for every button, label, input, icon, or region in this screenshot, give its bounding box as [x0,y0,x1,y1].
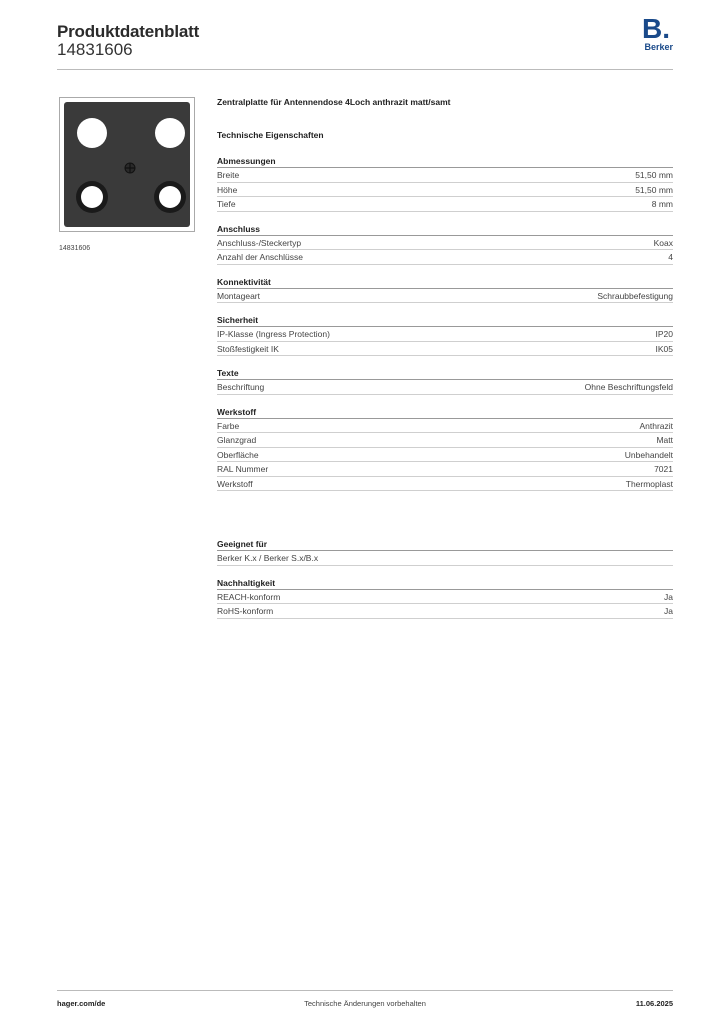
spec-row [217,250,673,265]
spec-value: Unbehandelt [624,449,673,460]
spec-value: Ja [664,606,673,616]
spec-value: IK05 [655,343,673,354]
spacer [217,491,673,527]
footer-divider [57,990,673,991]
spec-label: REACH-konform [217,591,281,602]
logo-word: Berker [644,42,673,52]
spec-label: Farbe [217,420,240,431]
spec-value: Matt [656,435,673,445]
group-title: Geeignet für [217,537,673,551]
spec-label: RAL Nummer [217,464,269,474]
spec-row [217,590,673,605]
group-title: Konnektivität [217,275,673,289]
spec-row [217,604,673,619]
spec-group [217,275,673,304]
spec-row [217,197,673,212]
spec-row [217,168,673,183]
spec-content [217,96,673,619]
spec-label: Glanzgrad [217,435,257,445]
spec-group [217,405,673,492]
spec-row [217,183,673,198]
spec-label: Anschluss-/Steckertyp [217,237,302,248]
spec-label: Werkstoff [217,478,253,489]
spec-label: IP-Klasse (Ingress Protection) [217,329,330,339]
spec-value: 51,50 mm [635,184,673,195]
spec-groups [217,154,673,491]
spec-value: 4 [668,252,673,262]
spec-label: Stoßfestigkeit IK [217,343,279,354]
group-title: Abmessungen [217,154,673,168]
footer-disclaimer: Technische Änderungen vorbehalten [304,999,426,1008]
spec-value: Anthrazit [639,420,673,431]
group-title: Texte [217,366,673,380]
product-plate-illustration [64,102,190,227]
logo-letter: B. [642,13,670,44]
spec-value: 51,50 mm [635,170,673,180]
spec-label: Beschriftung [217,382,265,392]
spec-group [217,222,673,265]
section-title: Technische Eigenschaften [217,130,324,140]
spec-label: RoHS-konform [217,606,274,616]
product-image [59,97,195,232]
spec-label: Oberfläche [217,449,259,460]
spec-row [217,236,673,251]
spec-value: Thermoplast [625,478,673,489]
group-title: Werkstoff [217,405,673,419]
page-header [57,13,673,70]
spec-group [217,154,673,212]
spec-value: 7021 [654,464,673,474]
spec-label: Berker K.x / Berker S.x/B.x [217,553,319,563]
berker-logo [637,13,673,56]
spec-value: Ohne Beschriftungsfeld [584,382,673,392]
group-title: Anschluss [217,222,673,236]
spec-label: Breite [217,170,240,180]
spec-row [217,551,673,566]
sustainability-group [217,576,673,619]
spec-value: 8 mm [651,199,673,209]
spec-label: Tiefe [217,199,236,209]
spec-group [217,576,673,619]
spec-value: Koax [653,237,673,248]
spec-row [217,380,673,395]
spec-row [217,419,673,434]
spec-value: Schraubbefestigung [597,290,673,301]
group-title: Nachhaltigkeit [217,576,673,590]
spec-row [217,289,673,304]
suitable-group [217,537,673,566]
footer-website-link[interactable]: hager.com/de [57,999,106,1008]
spec-value: Ja [664,591,673,602]
group-title: Sicherheit [217,313,673,327]
spec-value: IP20 [655,329,673,339]
spec-row [217,448,673,463]
spec-row [217,342,673,357]
page-title: Produktdatenblatt [57,22,200,41]
footer-date: 11.06.2025 [635,999,673,1008]
spec-group [217,313,673,356]
spec-row [217,477,673,492]
spec-label: Höhe [217,184,238,195]
spec-row [217,433,673,448]
document-number: 14831606 [57,40,133,59]
spec-row [217,462,673,477]
spec-row [217,327,673,342]
spec-group [217,537,673,566]
page-footer [57,999,673,1011]
spec-label: Montageart [217,290,260,301]
product-subject: Zentralplatte für Antennendose 4Loch anthrazit matt/samt [217,97,451,107]
spec-group [217,366,673,395]
header-divider [57,69,673,70]
spec-label: Anzahl der Anschlüsse [217,252,303,262]
image-caption: 14831606 [59,245,91,252]
